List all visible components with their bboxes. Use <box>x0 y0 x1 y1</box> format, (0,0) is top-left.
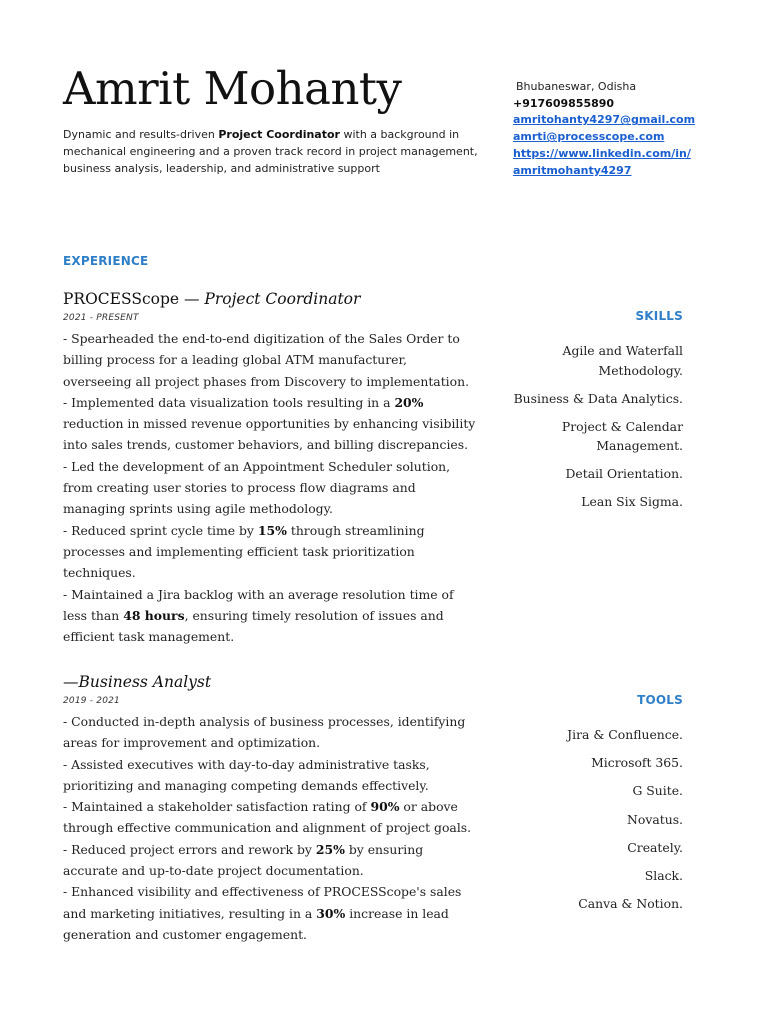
job-title <box>63 288 478 310</box>
tool-item: Novatus. <box>627 811 683 827</box>
job-company: PROCESScope <box>63 290 180 308</box>
contact-phone: +917609855890 <box>513 96 615 110</box>
bullet-text: - Enhanced visibility and effectiveness of PROCESScope's sales and marketing initiatives, resulting in a <box>63 884 462 921</box>
skills-list <box>493 341 683 520</box>
bullet-highlight: 20% <box>394 394 424 410</box>
bullet-highlight: 30% <box>316 905 346 921</box>
skills-heading: SKILLS <box>635 309 683 323</box>
job-title-separator: — <box>179 290 205 308</box>
bullet-highlight: 48 hours <box>123 607 185 623</box>
bullet-highlight: 25% <box>315 841 345 857</box>
contact-linkedin-link[interactable] <box>513 146 753 179</box>
professional-summary <box>63 126 483 177</box>
job-bullet <box>63 584 478 648</box>
job-title <box>63 671 478 693</box>
bullet-text: or above through effective communication and alignment of project goals. <box>63 799 472 836</box>
job-entry <box>63 671 478 945</box>
job-role: Project Coordinator <box>204 290 361 308</box>
linkedin-url-line1: https://www.linkedin.com/in/ <box>513 146 691 160</box>
bullet-text: - Led the development of an Appointment Scheduler solution, from creating user stories to process flow diagrams and managing sprints using agile methodology. <box>63 458 451 517</box>
bullet-text: - Reduced project errors and rework by <box>63 841 316 857</box>
tool-item: Canva & Notion. <box>578 896 683 912</box>
bullet-text: - Maintained a Jira backlog with an average resolution time of less than <box>63 586 454 623</box>
contact-email-work-link[interactable]: amrti@processcope.com <box>513 130 665 144</box>
job-bullet <box>63 328 478 392</box>
bullet-text: increase in lead generation and customer engagement. <box>63 905 449 942</box>
tool-item: Slack. <box>644 867 683 883</box>
skill-item: Project & Calendar Management. <box>561 418 683 453</box>
job-dates: 2021 - PRESENT <box>63 313 139 323</box>
bullet-highlight: 90% <box>370 799 400 815</box>
job-bullets <box>63 328 478 647</box>
job-entry <box>63 288 478 647</box>
job-role: Business Analyst <box>78 673 212 691</box>
job-bullet <box>63 392 478 456</box>
job-bullet <box>63 456 478 520</box>
tool-item: Jira & Confluence. <box>567 727 683 742</box>
skill-item: Detail Orientation. <box>565 466 683 481</box>
contact-block <box>513 79 753 179</box>
bullet-text: through streamlining processes and implementing efficient task prioritization techniques. <box>63 522 425 581</box>
job-bullet <box>63 881 478 945</box>
bullet-text: , ensuring timely resolution of issues and efficient task management. <box>63 607 444 645</box>
bullet-text: - Spearheaded the end-to-end digitization of the Sales Order to billing process for a leading global ATM manufacturer, overseeing all project phases from Discovery to implementation. <box>63 331 470 389</box>
bullet-text: - Maintained a stakeholder satisfaction rating of <box>63 799 371 815</box>
bullet-text: - Conducted in-depth analysis of business processes, identifying areas for improvement and optimization. <box>63 714 466 751</box>
contact-email-personal-link[interactable]: amritohanty4297@gmail.com <box>513 113 696 127</box>
linkedin-url-line2: amritmohanty4297 <box>513 163 632 177</box>
summary-highlight: Project Coordinator <box>218 128 340 141</box>
job-bullets <box>63 711 478 945</box>
job-bullet <box>63 520 478 584</box>
job-bullet <box>63 754 478 797</box>
bullet-text: by ensuring accurate and up-to-date project documentation. <box>63 841 424 879</box>
summary-text-end: with a background in mechanical engineering and a proven track record in project management, business analysis, leadership, and administrative support <box>63 128 478 175</box>
job-bullet <box>63 796 478 839</box>
bullet-text: - Assisted executives with day-to-day administrative tasks, prioritizing and managing competing demands effectively. <box>63 756 430 793</box>
tools-list <box>493 725 683 922</box>
bullet-highlight: 15% <box>257 522 287 538</box>
job-bullet <box>63 839 478 882</box>
tool-item: Creately. <box>627 839 683 855</box>
bullet-text: - Implemented data visualization tools resulting in a <box>63 394 395 410</box>
job-dates: 2019 - 2021 <box>63 696 120 706</box>
tools-heading: TOOLS <box>637 693 683 707</box>
bullet-text: reduction in missed revenue opportunities by enhancing visibility into sales trends, customer behaviors, and billing discrepancies. <box>63 416 476 453</box>
summary-text-start: Dynamic and results-driven <box>63 128 219 141</box>
candidate-name: Amrit Mohanty <box>63 62 402 115</box>
contact-location: Bhubaneswar, Odisha <box>516 80 637 93</box>
tool-item: G Suite. <box>632 783 683 799</box>
experience-heading: EXPERIENCE <box>63 254 149 268</box>
skill-item: Agile and Waterfall Methodology. <box>562 343 683 378</box>
bullet-text: - Reduced sprint cycle time by <box>63 522 258 538</box>
skill-item: Lean Six Sigma. <box>581 494 683 509</box>
skill-item: Business & Data Analytics. <box>513 390 683 406</box>
job-title-separator: — <box>63 673 79 691</box>
tool-item: Microsoft 365. <box>591 755 683 771</box>
job-bullet <box>63 711 478 754</box>
